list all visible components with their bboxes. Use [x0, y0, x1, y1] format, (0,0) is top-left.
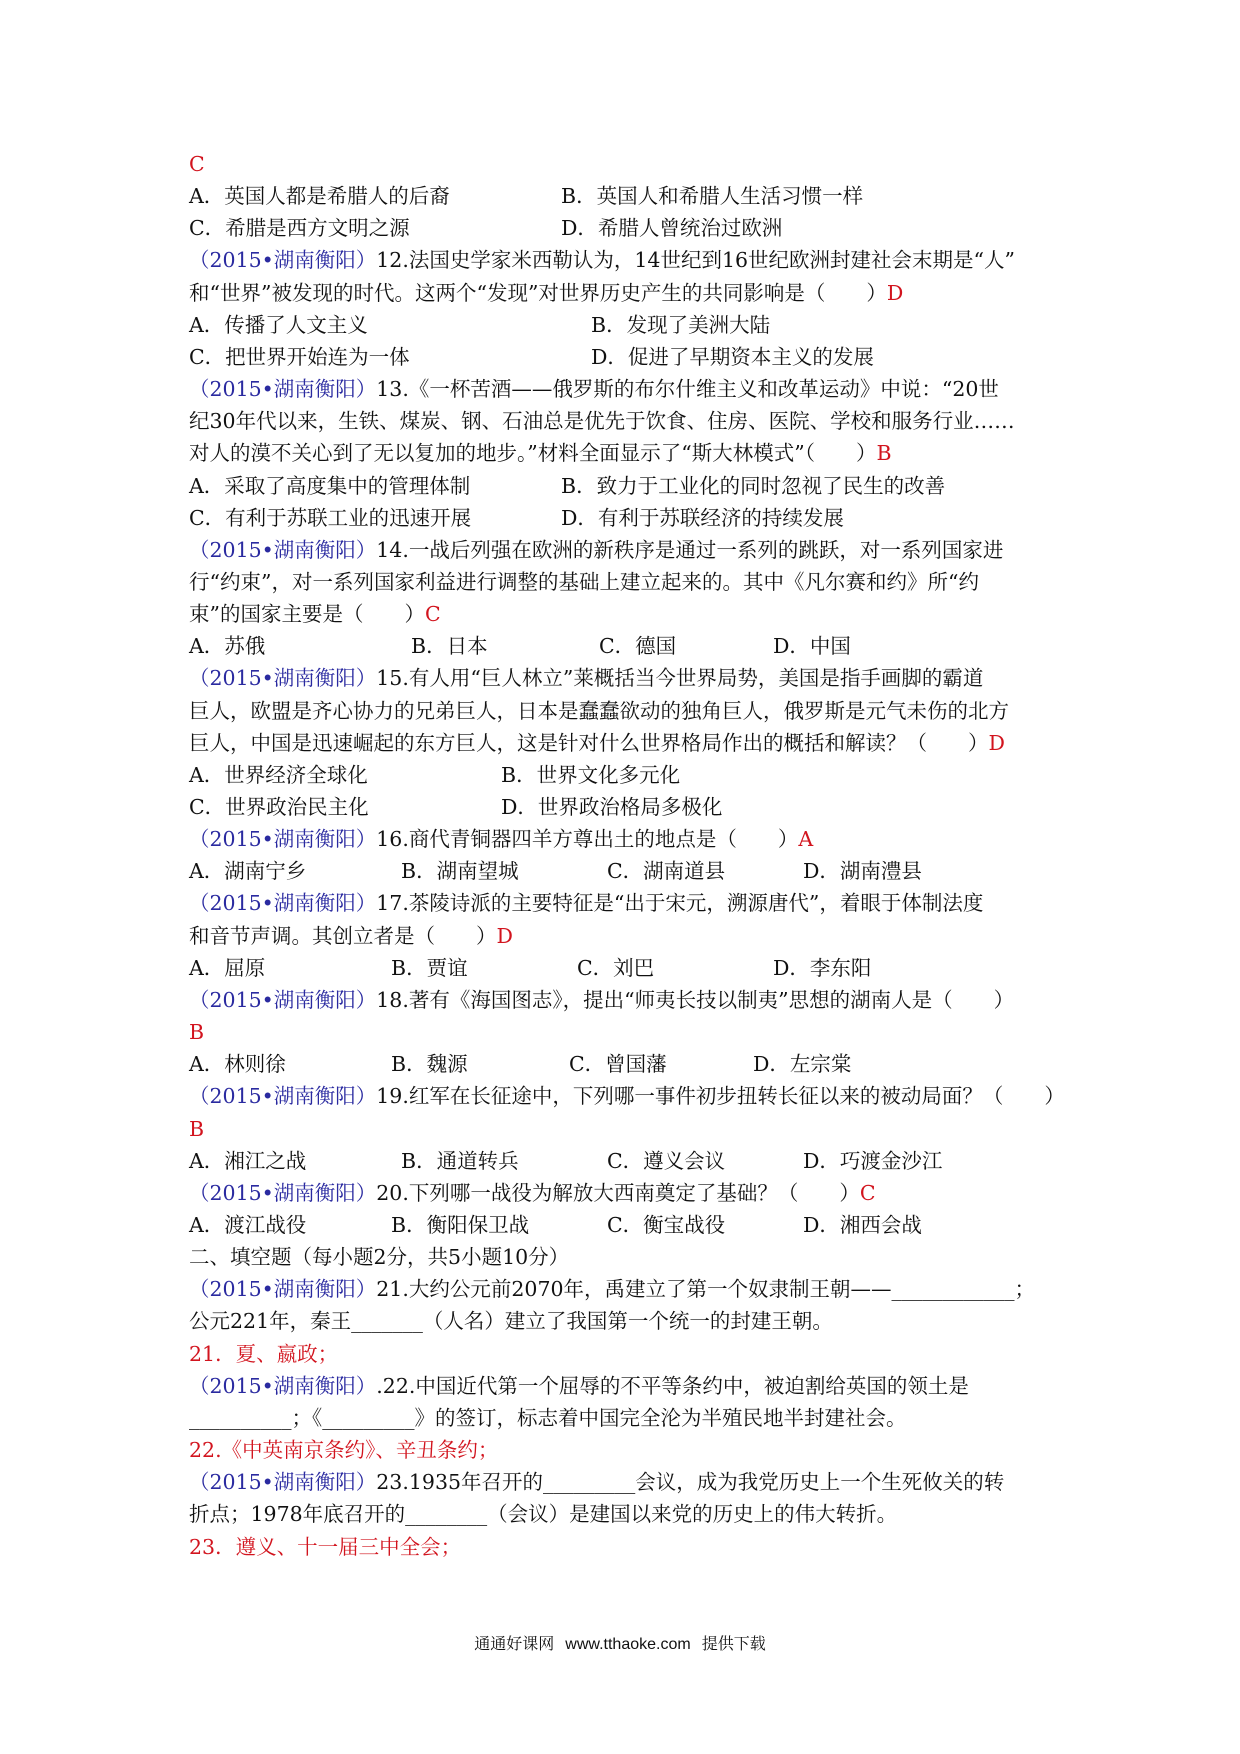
question-line	[189, 887, 983, 919]
question-line	[189, 823, 813, 855]
question-answer: D	[988, 730, 1005, 755]
question-line	[189, 566, 979, 598]
option-item: B．英国人和希腊人生活习惯一样	[561, 184, 864, 209]
question-line	[189, 695, 1009, 727]
question-line	[189, 244, 1015, 276]
option-row	[189, 1209, 1069, 1241]
option-item: D．李东阳	[773, 955, 872, 980]
option-item: A．湖南宁乡	[189, 859, 307, 884]
option-row	[189, 341, 1069, 373]
option-item: B．魏源	[391, 1052, 468, 1077]
answer-line: B	[189, 1116, 205, 1141]
question-line	[189, 405, 1015, 437]
option-item: A．世界经济全球化	[189, 762, 368, 787]
question-text: 16.商代青铜器四羊方尊出土的地点是（ ）	[376, 827, 799, 852]
question-text: 巨人，中国是迅速崛起的东方巨人，这是针对什么世界格局作出的概括和解读？（ ）	[189, 730, 989, 755]
footer-site-name: 通通好课网	[474, 1634, 555, 1653]
question-line	[189, 437, 892, 469]
answer-line: 22.《中英南京条约》、辛丑条约；	[189, 1438, 499, 1462]
question-source: （2015•湖南衡阳）	[189, 537, 377, 562]
option-item: A．林则徐	[189, 1052, 286, 1077]
option-item: C．衡宝战役	[607, 1213, 726, 1237]
option-item: A．英国人都是希腊人的后裔	[189, 184, 450, 209]
option-item: D．巧渡金沙江	[803, 1148, 943, 1173]
question-line	[189, 1241, 569, 1273]
option-item: C．曾国藩	[569, 1052, 667, 1077]
option-item: B．致力于工业化的同时忽视了民生的改善	[561, 473, 946, 498]
option-item: B．通道转兵	[401, 1148, 519, 1173]
option-row	[189, 1145, 1069, 1177]
question-text: 二、填空题（每小题2分，共5小题10分）	[189, 1245, 570, 1270]
question-source: （2015•湖南衡阳）	[189, 1180, 377, 1205]
question-text: 公元221年，秦王_______（人名）建立了我国第一个统一的封建王朝。	[189, 1309, 833, 1334]
question-text: 20.下列哪一战役为解放大西南奠定了基础？（ ）	[376, 1180, 860, 1205]
question-answer: A	[798, 827, 814, 852]
question-text: 19.红军在长征途中，下列哪一事件初步扭转长征以来的被动局面？（ ）	[376, 1084, 1065, 1109]
question-line	[189, 1080, 1065, 1112]
question-line	[189, 727, 1005, 759]
option-item: A．采取了高度集中的管理体制	[189, 473, 471, 498]
question-line	[189, 373, 999, 405]
question-source: （2015•湖南衡阳）	[189, 1373, 377, 1398]
question-text: 21.大约公元前2070年，禹建立了第一个奴隶制王朝——____________；	[376, 1277, 1036, 1302]
question-line	[189, 1370, 969, 1402]
option-item: B．世界文化多元化	[501, 762, 681, 787]
question-text: 14.一战后列强在欧洲的新秩序是通过一系列的跳跃，对一系列国家进	[376, 537, 1004, 562]
option-item: D．湘西会战	[803, 1213, 922, 1237]
question-text: 和“世界”被发现的时代。这两个“发现”对世界历史产生的共同影响是（ ）	[189, 280, 887, 305]
question-text: 15.有人用“巨人林立”莱概括当今世界局势，美国是指手画脚的霸道	[376, 666, 984, 691]
option-item: D．左宗棠	[753, 1052, 852, 1077]
question-line	[189, 598, 441, 630]
question-line	[189, 1498, 897, 1530]
option-row	[189, 791, 1069, 823]
option-row	[189, 309, 1069, 341]
question-line	[189, 1466, 1004, 1498]
question-text: 13.《一杯苦酒——俄罗斯的布尔什维主义和改革运动》中说：“20世	[376, 377, 999, 401]
option-item: A．渡江战役	[189, 1213, 307, 1237]
question-text: 17.茶陵诗派的主要特征是“出于宋元，溯源唐代”，着眼于体制法度	[376, 891, 984, 916]
question-line	[189, 662, 983, 694]
option-item: C．湖南道县	[607, 859, 726, 884]
option-item: B．湖南望城	[401, 859, 519, 884]
option-item: D．湖南澧县	[803, 859, 922, 884]
question-source: （2015•湖南衡阳）	[189, 1084, 377, 1109]
option-item: C．把世界开始连为一体	[189, 344, 410, 369]
question-text: 对人的漠不关心到了无以复加的地步。”材料全面显示了“斯大林模式”（ ）	[189, 441, 877, 466]
option-item: C．世界政治民主化	[189, 795, 369, 819]
answer-line: C	[189, 152, 205, 176]
footer-url-link[interactable]: www.tthaoke.com	[565, 1636, 691, 1653]
question-text: __________；《_________》的签订，标志着中国完全沦为半殖民地半封建社会。	[189, 1405, 907, 1430]
question-line	[189, 1273, 1035, 1305]
option-row	[189, 502, 1069, 534]
question-text: 12.法国史学家米西勒认为，14世纪到16世纪欧洲封建社会末期是“人”	[376, 248, 1015, 273]
question-text: 行“约束”，对一系列国家利益进行调整的基础上建立起来的。其中《凡尔赛和约》所“约	[189, 569, 979, 594]
question-line	[189, 534, 1003, 566]
question-text: .22.中国近代第一个屈辱的不平等条约中，被迫割给英国的领土是	[376, 1373, 969, 1398]
option-item: A．传播了人文主义	[189, 312, 368, 337]
question-text: 18.著有《海国图志》，提出“师夷长技以制夷”思想的湖南人是（ ）	[376, 987, 1015, 1012]
question-source: （2015•湖南衡阳）	[189, 1277, 377, 1302]
question-line	[189, 277, 903, 309]
question-text: 束”的国家主要是（ ）	[189, 602, 425, 627]
question-source: （2015•湖南衡阳）	[189, 666, 377, 691]
option-row	[189, 1048, 1069, 1080]
option-item: D．促进了早期资本主义的发展	[591, 344, 874, 369]
answer-line: B	[189, 1020, 205, 1044]
option-item: C．刘巴	[577, 955, 655, 980]
question-source: （2015•湖南衡阳）	[189, 1470, 377, 1495]
question-line	[189, 1305, 833, 1337]
question-text: 巨人，欧盟是齐心协力的兄弟巨人，日本是蠢蠢欲动的独角巨人，俄罗斯是元气未伤的北方	[189, 698, 1009, 723]
question-source: （2015•湖南衡阳）	[189, 987, 377, 1012]
question-answer: D	[886, 280, 904, 305]
option-row	[189, 855, 1069, 887]
option-item: A．屈原	[189, 955, 266, 980]
option-row	[189, 212, 1069, 244]
option-item: B．发现了美洲大陆	[591, 312, 771, 337]
option-row	[189, 952, 1069, 984]
question-source: （2015•湖南衡阳）	[189, 891, 377, 916]
option-item: D．有利于苏联经济的持续发展	[561, 505, 844, 530]
question-line	[189, 1402, 907, 1434]
option-item: A．苏俄	[189, 634, 266, 659]
option-item: B．贾谊	[391, 955, 468, 980]
question-answer: C	[859, 1180, 876, 1205]
option-item: D．希腊人曾统治过欧洲	[561, 216, 783, 241]
question-text: 23.1935年召开的_________会议，成为我党历史上一个生死攸关的转	[376, 1470, 1005, 1495]
question-source: （2015•湖南衡阳）	[189, 248, 377, 273]
option-item: C．德国	[599, 634, 677, 659]
option-item: D．中国	[773, 634, 851, 659]
option-item: B．日本	[411, 634, 488, 659]
footer-suffix: 提供下载	[701, 1634, 766, 1653]
question-source: （2015•湖南衡阳）	[189, 377, 377, 401]
option-item: D．世界政治格局多极化	[501, 795, 723, 819]
question-source: （2015•湖南衡阳）	[189, 827, 377, 852]
question-line	[189, 920, 513, 952]
question-text: 和音节声调。其创立者是（ ）	[189, 923, 497, 948]
question-line	[189, 1177, 876, 1209]
option-row	[189, 470, 1069, 502]
answer-line: 23．遵义、十一届三中全会；	[189, 1534, 462, 1559]
option-item: B．衡阳保卫战	[391, 1213, 530, 1237]
question-answer: B	[876, 441, 892, 466]
question-text: 折点；1978年底召开的________（会议）是建国以来党的历史上的伟大转折。	[189, 1502, 898, 1527]
page-footer	[0, 1632, 1240, 1657]
question-line	[189, 984, 1014, 1016]
option-row	[189, 759, 1069, 791]
question-text: 纪30年代以来，生铁、煤炭、钢、石油总是优先于饮食、住房、医院、学校和服务行业……	[189, 409, 1015, 434]
option-row	[189, 180, 1069, 212]
question-answer: D	[496, 923, 513, 948]
answer-line: 21．夏、嬴政；	[189, 1341, 339, 1366]
option-item: C．有利于苏联工业的迅速开展	[189, 505, 472, 530]
option-row	[189, 630, 1069, 662]
question-answer: C	[424, 602, 441, 627]
option-item: C．遵义会议	[607, 1148, 726, 1173]
option-item: C．希腊是西方文明之源	[189, 216, 410, 241]
option-item: A．湘江之战	[189, 1148, 307, 1173]
